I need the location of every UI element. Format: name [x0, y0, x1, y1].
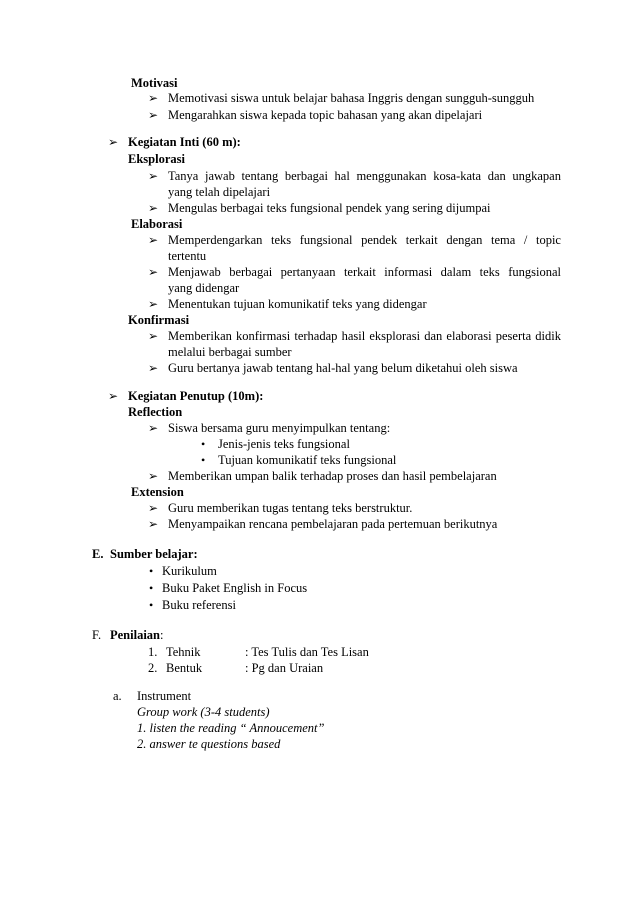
- instrument-line: Group work (3-4 students): [137, 705, 270, 719]
- instrument-line: 2. answer te questions based: [137, 737, 281, 751]
- row-label: Tehnik: [166, 645, 201, 659]
- heading-penilaian: [110, 627, 164, 643]
- numbered-marker: 2.: [148, 661, 158, 675]
- list-item: Memberikan umpan balik terhadap proses dan hasil pembelajaran: [168, 469, 497, 483]
- arrow-bullet-icon: ➢: [148, 169, 159, 183]
- list-item: Buku Paket English in Focus: [162, 581, 308, 595]
- list-item: Menjawab berbagai pertanyaan terkait informasi dalam teks fungsional: [168, 265, 561, 279]
- heading-extension: Extension: [131, 485, 184, 499]
- sub-section-marker: a.: [113, 689, 122, 703]
- list-item: Buku referensi: [162, 598, 236, 612]
- arrow-bullet-icon: ➢: [148, 329, 159, 343]
- bullet-dot-icon: •: [201, 437, 206, 451]
- list-item-continuation: tertentu: [168, 249, 207, 263]
- section-marker: E.: [92, 547, 104, 561]
- heading-konfirmasi: Konfirmasi: [128, 313, 190, 327]
- heading-penilaian-colon: :: [160, 628, 164, 642]
- bullet-dot-icon: •: [149, 564, 154, 578]
- arrow-bullet-icon: ➢: [148, 501, 159, 515]
- heading-reflection: Reflection: [128, 405, 183, 419]
- list-item: Guru bertanya jawab tentang hal-hal yang belum diketahui oleh siswa: [168, 361, 518, 375]
- list-item: Memotivasi siswa untuk belajar bahasa Inggris dengan sungguh-sungguh: [168, 91, 535, 105]
- arrow-bullet-icon: ➢: [148, 91, 159, 105]
- arrow-bullet-icon: ➢: [148, 361, 159, 375]
- heading-penilaian-text: Penilaian: [110, 628, 161, 642]
- arrow-bullet-icon: ➢: [148, 233, 159, 247]
- list-item-continuation: yang didengar: [168, 281, 240, 295]
- instrument-line: 1. listen the reading “ Annoucement”: [137, 721, 325, 735]
- list-item-continuation: melalui berbagai sumber: [168, 345, 292, 359]
- list-item: Siswa bersama guru menyimpulkan tentang:: [168, 421, 391, 435]
- list-item: Menyampaikan rencana pembelajaran pada pertemuan berikutnya: [168, 517, 498, 531]
- row-value: : Pg dan Uraian: [245, 661, 324, 675]
- arrow-bullet-icon: ➢: [148, 469, 159, 483]
- sub-list-item: Jenis-jenis teks fungsional: [218, 437, 350, 451]
- list-item: Tanya jawab tentang berbagai hal menggunakan kosa-kata dan ungkapan: [168, 169, 561, 183]
- list-item: Menentukan tujuan komunikatif teks yang didengar: [168, 297, 427, 311]
- arrow-bullet-icon: ➢: [148, 297, 159, 311]
- bullet-dot-icon: •: [201, 453, 206, 467]
- list-item: Kurikulum: [162, 564, 217, 578]
- arrow-bullet-icon: ➢: [108, 135, 119, 149]
- arrow-bullet-icon: ➢: [108, 389, 119, 403]
- list-item: Mengarahkan siswa kepada topic bahasan yang akan dipelajari: [168, 108, 483, 122]
- sub-list-item: Tujuan komunikatif teks fungsional: [218, 453, 397, 467]
- heading-kegiatan-inti: Kegiatan Inti (60 m):: [128, 135, 241, 149]
- heading-sumber-belajar: Sumber belajar:: [110, 547, 198, 561]
- list-item: Mengulas berbagai teks fungsional pendek yang sering dijumpai: [168, 201, 491, 215]
- list-item-continuation: yang telah dipelajari: [168, 185, 271, 199]
- bullet-dot-icon: •: [149, 598, 154, 612]
- list-item: Memperdengarkan teks fungsional pendek terkait dengan tema / topic: [168, 233, 561, 247]
- arrow-bullet-icon: ➢: [148, 201, 159, 215]
- list-item: Memberikan konfirmasi terhadap hasil eksplorasi dan elaborasi peserta didik: [168, 329, 561, 343]
- arrow-bullet-icon: ➢: [148, 421, 159, 435]
- arrow-bullet-icon: ➢: [148, 517, 159, 531]
- bullet-dot-icon: •: [149, 581, 154, 595]
- heading-motivasi: Motivasi: [131, 76, 178, 90]
- row-value: : Tes Tulis dan Tes Lisan: [245, 645, 369, 659]
- row-label: Bentuk: [166, 661, 203, 675]
- heading-instrument: Instrument: [137, 689, 192, 703]
- heading-kegiatan-penutup: Kegiatan Penutup (10m):: [128, 389, 264, 403]
- list-item: Guru memberikan tugas tentang teks berstruktur.: [168, 501, 413, 515]
- heading-eksplorasi: Eksplorasi: [128, 152, 185, 166]
- numbered-marker: 1.: [148, 645, 158, 659]
- arrow-bullet-icon: ➢: [148, 108, 159, 122]
- heading-elaborasi: Elaborasi: [131, 217, 183, 231]
- section-marker: F.: [92, 628, 102, 642]
- arrow-bullet-icon: ➢: [148, 265, 159, 279]
